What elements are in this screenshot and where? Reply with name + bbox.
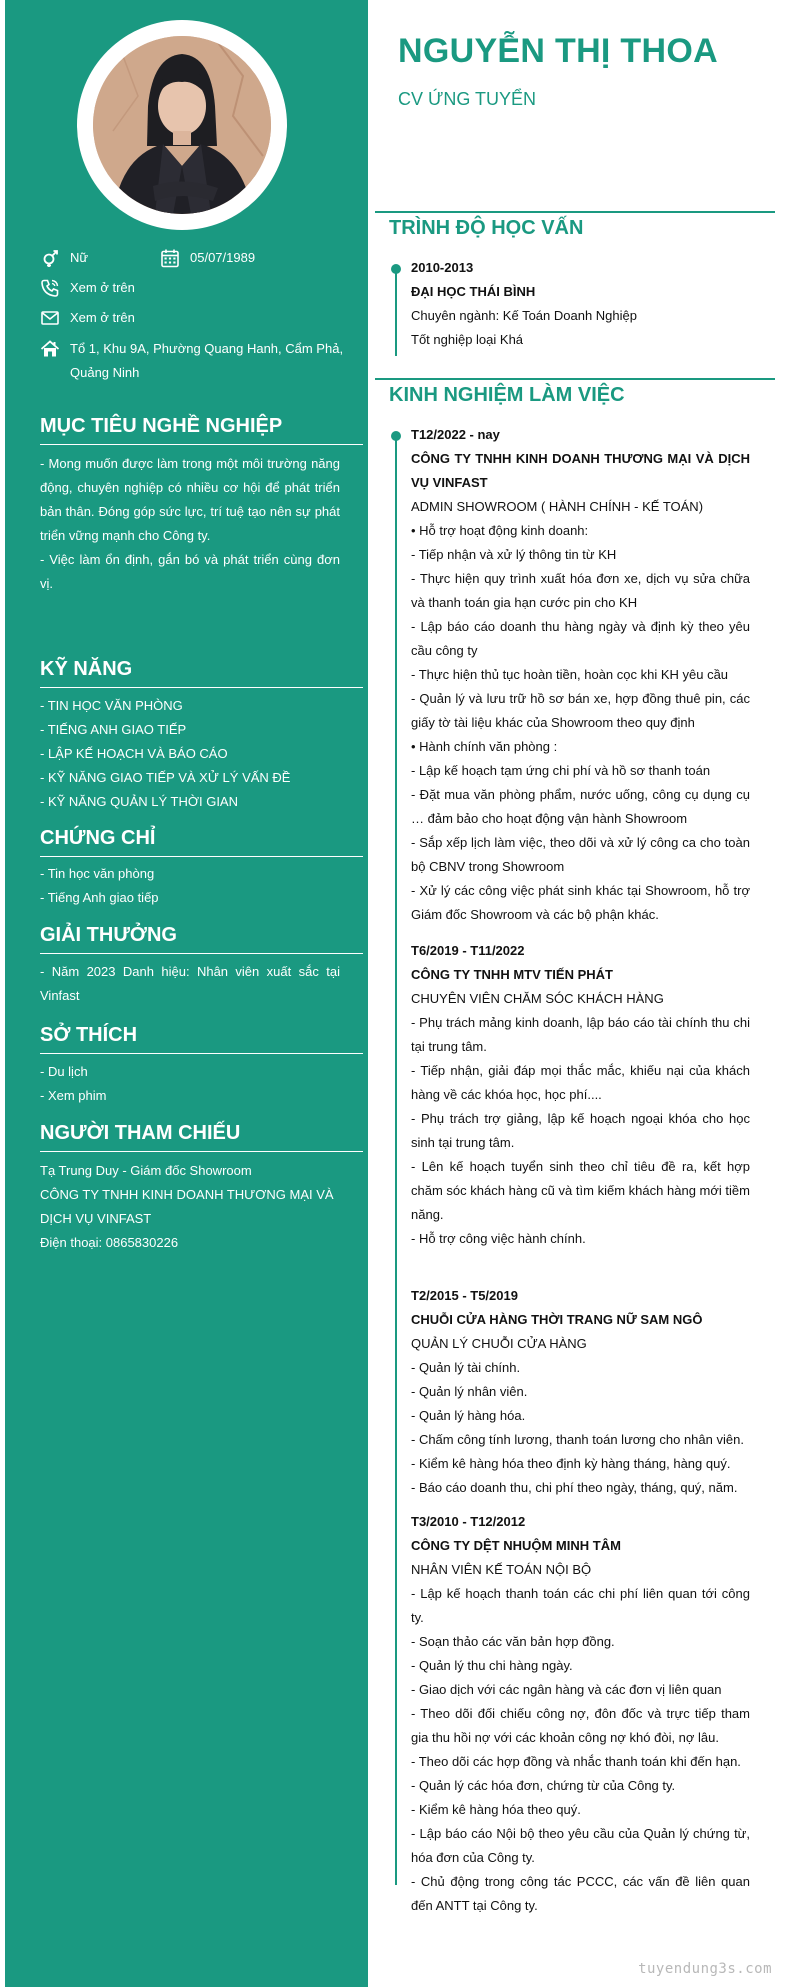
gender-icon xyxy=(40,248,60,268)
awards-heading: GIẢI THƯỞNG xyxy=(40,924,363,954)
reference-person: Tạ Trung Duy - Giám đốc Showroom xyxy=(40,1163,252,1178)
address-line-1: Tổ 1, Khu 9A, Phường Quang Hanh, Cẩm Phả, xyxy=(70,341,344,356)
job-duty: - Lập báo cáo Nội bộ theo yêu cầu của Quản lý chứng từ, hóa đơn của Công ty. xyxy=(411,1826,750,1865)
education-period: 2010-2013 xyxy=(411,260,474,275)
job-duty: - Chấm công tính lương, thanh toán lương cho nhân viên. xyxy=(411,1432,744,1447)
education-school: ĐẠI HỌC THÁI BÌNH xyxy=(411,284,536,299)
hobbies-heading: SỞ THÍCH xyxy=(40,1024,363,1054)
job-period: T6/2019 - T11/2022 xyxy=(411,943,525,958)
job-duty: - Hỗ trợ công việc hành chính. xyxy=(411,1231,586,1246)
job-duty: - Chủ động trong công tác PCCC, các vấn đề liên quan đến ANTT tại Công ty. xyxy=(411,1874,750,1913)
envelope-icon xyxy=(40,308,60,328)
hobby-item: - Du lịch xyxy=(40,1064,88,1079)
job-duty: - Lập kế hoạch thanh toán các chi phí liên quan tới công ty. xyxy=(411,1586,750,1625)
certificate-item: - Tin học văn phòng xyxy=(40,866,155,881)
job-duty: - Xử lý các công việc phát sinh khác tại Showroom, hỗ trợ Giám đốc Showroom và các bộ phận khác. xyxy=(411,883,750,922)
objective-text xyxy=(40,452,340,596)
avatar xyxy=(93,36,271,214)
address-line-2: Quảng Ninh xyxy=(70,365,140,380)
hobby-item: - Xem phim xyxy=(40,1088,107,1103)
job-company: CHUỖI CỬA HÀNG THỜI TRANG NỮ SAM NGÔ xyxy=(411,1312,703,1327)
experience-heading xyxy=(375,378,775,406)
job-duty: - Phụ trách mảng kinh doanh, lập báo cáo tài chính thu chi tại trung tâm. xyxy=(411,1015,750,1054)
job-entry xyxy=(411,1510,750,1918)
job-duty: - Kiểm kê hàng hóa theo định kỳ hàng tháng, hàng quý. xyxy=(411,1456,731,1471)
job-duty: - Giao dịch với các ngân hàng và các đơn vị liên quan xyxy=(411,1682,722,1697)
phone-icon xyxy=(40,278,60,298)
skill-item: - LẬP KẾ HOẠCH VÀ BÁO CÁO xyxy=(40,746,228,761)
objective-line: - Việc làm ổn định, gắn bó và phát triển cùng đơn vị. xyxy=(40,552,340,591)
calendar-icon xyxy=(160,248,180,268)
job-entry xyxy=(411,423,750,927)
skill-item: - TIẾNG ANH GIAO TIẾP xyxy=(40,722,187,737)
email-row xyxy=(40,306,340,330)
watermark: tuyendung3s.com xyxy=(638,1961,772,1977)
job-duty: - Tiếp nhận, giải đáp mọi thắc mắc, khiếu nại của khách hàng về các khóa học, học phí.... xyxy=(411,1063,750,1102)
candidate-name: NGUYỄN THỊ THOA xyxy=(398,32,718,70)
skill-item: - KỸ NĂNG QUẢN LÝ THỜI GIAN xyxy=(40,794,238,809)
birthday-value: 05/07/1989 xyxy=(190,250,256,265)
job-duty: - Quản lý và lưu trữ hồ sơ bán xe, hợp đồng thuê pin, các giấy tờ tài liệu khác của Showroom theo quy định xyxy=(411,691,750,730)
address-row xyxy=(40,337,360,385)
job-duty: - Soạn thảo các văn bản hợp đồng. xyxy=(411,1634,615,1649)
job-duty: - Kiểm kê hàng hóa theo quý. xyxy=(411,1802,581,1817)
experience-heading-text: KINH NGHIỆM LÀM VIỆC xyxy=(389,384,625,406)
reference-phone: Điện thoại: 0865830226 xyxy=(40,1235,179,1250)
certificates-list xyxy=(40,862,363,910)
job-company: CÔNG TY DỆT NHUỘM MINH TÂM xyxy=(411,1538,621,1553)
avatar-frame xyxy=(77,20,287,230)
cv-subtitle: CV ỨNG TUYỂN xyxy=(398,89,537,109)
skill-item: - KỸ NĂNG GIAO TIẾP VÀ XỬ LÝ VẤN ĐỀ xyxy=(40,770,291,785)
references-heading: NGƯỜI THAM CHIẾU xyxy=(40,1122,363,1152)
job-duty: - Đặt mua văn phòng phẩm, nước uống, công cụ dụng cụ … đảm bảo cho hoạt động vận hành Showroom xyxy=(411,787,750,826)
job-entry xyxy=(411,1284,750,1500)
skills-list xyxy=(40,694,363,814)
certificates-heading: CHỨNG CHỈ xyxy=(40,827,363,857)
portrait-illustration xyxy=(93,36,271,214)
main-content xyxy=(368,0,800,1987)
job-period: T3/2010 - T12/2012 xyxy=(411,1514,526,1529)
job-company: CÔNG TY TNHH MTV TIẾN PHÁT xyxy=(411,967,613,982)
home-icon xyxy=(40,339,60,359)
job-duty: • Hành chính văn phòng : xyxy=(411,739,558,754)
job-period: T12/2022 - nay xyxy=(411,427,500,442)
job-duty: • Hỗ trợ hoạt động kinh doanh: xyxy=(411,523,589,538)
objective-line: - Mong muốn được làm trong một môi trường năng động, chuyên nghiệp có nhiều cơ hội để phát triển bản thân. Đóng góp sức lực, trí tuệ tạo nên sự phát triển vững mạnh cho Công ty. xyxy=(40,456,340,543)
gender-value: Nữ xyxy=(70,250,89,265)
education-heading xyxy=(375,211,775,239)
job-entry xyxy=(411,939,750,1251)
job-position: ADMIN SHOWROOM ( HÀNH CHÍNH - KẾ TOÁN) xyxy=(411,499,704,514)
job-position: QUẢN LÝ CHUỖI CỬA HÀNG xyxy=(411,1336,587,1351)
sidebar xyxy=(5,0,368,1987)
job-duty: - Theo dõi các hợp đồng và nhắc thanh toán khi đến hạn. xyxy=(411,1754,741,1769)
hobbies-list xyxy=(40,1060,363,1108)
phone-row xyxy=(40,276,340,300)
job-duty: - Sắp xếp lịch làm việc, theo dõi và xử lý công ca cho toàn bộ CBNV trong Showroom xyxy=(411,835,750,874)
education-grade: Tốt nghiệp loại Khá xyxy=(411,332,524,347)
job-position: NHÂN VIÊN KẾ TOÁN NỘI BỘ xyxy=(411,1562,592,1577)
skills-heading: KỸ NĂNG xyxy=(40,658,363,688)
job-duty: - Quản lý nhân viên. xyxy=(411,1384,528,1399)
education-entry xyxy=(411,256,750,352)
job-duty: - Quản lý tài chính. xyxy=(411,1360,521,1375)
job-duty: - Quản lý thu chi hàng ngày. xyxy=(411,1658,573,1673)
timeline-line xyxy=(395,435,397,1885)
email-value: Xem ở trên xyxy=(70,310,135,325)
skill-item: - TIN HỌC VĂN PHÒNG xyxy=(40,698,183,713)
education-major: Chuyên ngành: Kế Toán Doanh Nghiệp xyxy=(411,308,637,323)
job-duty: - Thực hiện thủ tục hoàn tiền, hoàn cọc khi KH yêu cầu xyxy=(411,667,729,682)
job-duty: - Quản lý hàng hóa. xyxy=(411,1408,526,1423)
job-period: T2/2015 - T5/2019 xyxy=(411,1288,518,1303)
job-duty: - Lập kế hoạch tạm ứng chi phí và hồ sơ thanh toán xyxy=(411,763,711,778)
job-duty: - Quản lý các hóa đơn, chứng từ của Công ty. xyxy=(411,1778,676,1793)
job-company: CÔNG TY TNHH KINH DOANH THƯƠNG MẠI VÀ DỊCH VỤ VINFAST xyxy=(411,451,750,490)
phone-value: Xem ở trên xyxy=(70,280,135,295)
job-duty: - Tiếp nhận và xử lý thông tin từ KH xyxy=(411,547,617,562)
references-text xyxy=(40,1159,340,1255)
job-duty: - Phụ trách trợ giảng, lập kế hoạch ngoại khóa cho học sinh tại trung tâm. xyxy=(411,1111,750,1150)
birthday-row xyxy=(160,246,360,270)
awards-text: - Năm 2023 Danh hiệu: Nhân viên xuất sắc tại Vinfast xyxy=(40,964,340,1003)
job-position: CHUYÊN VIÊN CHĂM SÓC KHÁCH HÀNG xyxy=(411,991,664,1006)
objective-heading: MỤC TIÊU NGHỀ NGHIỆP xyxy=(40,415,363,445)
job-duty: - Theo dõi đối chiếu công nợ, đôn đốc và trực tiếp tham gia thu hồi nợ với các khoản công nợ khó đòi, nợ lâu. xyxy=(411,1706,750,1745)
job-duty: - Báo cáo doanh thu, chi phí theo ngày, tháng, quý, năm. xyxy=(411,1480,738,1495)
certificate-item: - Tiếng Anh giao tiếp xyxy=(40,890,159,905)
job-duty: - Thực hiện quy trình xuất hóa đơn xe, dịch vụ sửa chữa và thanh toán gia hạn cước pin cho KH xyxy=(411,571,750,610)
job-duty: - Lên kế hoạch tuyển sinh theo chỉ tiêu đề ra, kết hợp chăm sóc khách hàng cũ và tìm kiếm khách hàng mới tiềm năng. xyxy=(411,1159,750,1222)
timeline-line xyxy=(395,268,397,356)
reference-company: CÔNG TY TNHH KINH DOANH THƯƠNG MẠI VÀ DỊCH VỤ VINFAST xyxy=(40,1187,334,1226)
job-duty: - Lập báo cáo doanh thu hàng ngày và định kỳ theo yêu cầu công ty xyxy=(411,619,750,658)
education-heading-text: TRÌNH ĐỘ HỌC VẤN xyxy=(389,217,584,239)
